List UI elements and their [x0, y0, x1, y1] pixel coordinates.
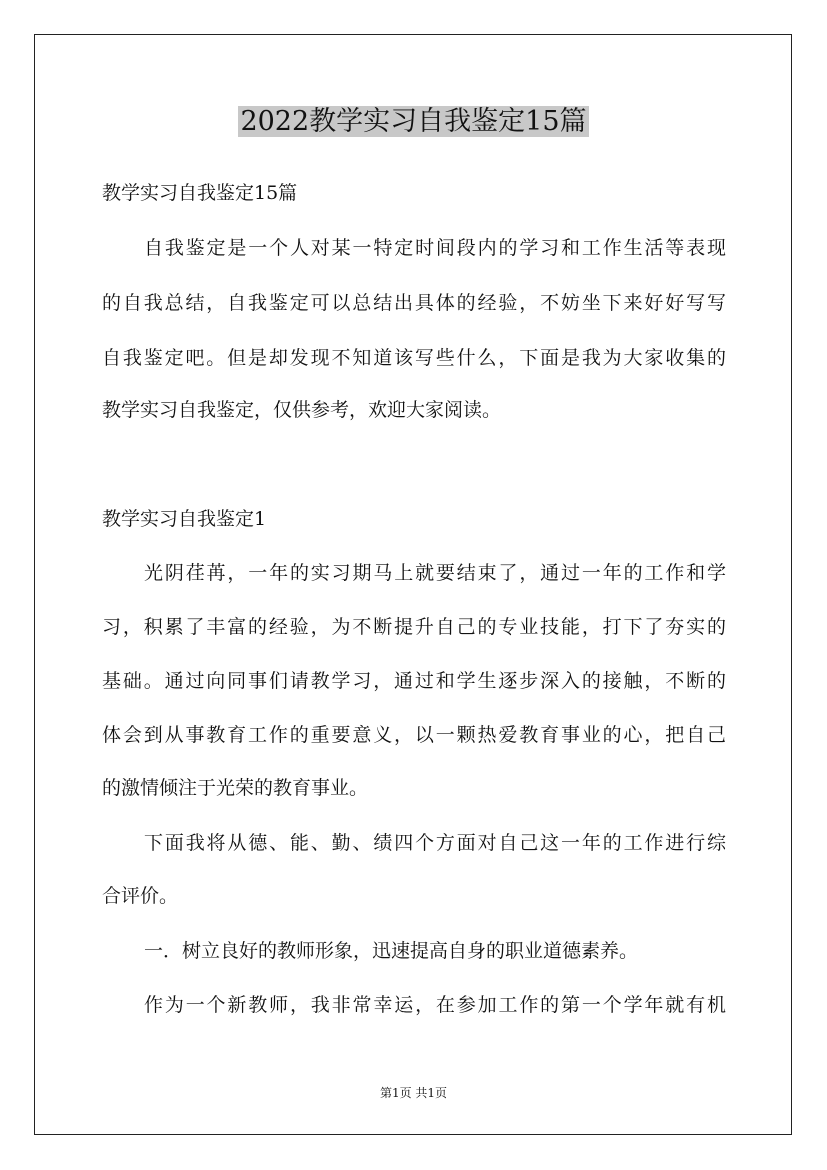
intro-line-3: 自我鉴定吧。但是却发现不知道该写些什么，下面是我为大家收集的: [102, 347, 726, 369]
document-title: [0, 102, 827, 142]
document-title-text: 2022教学实习自我鉴定15篇: [240, 106, 587, 137]
page-footer: 第1页 共1页: [379, 1086, 448, 1100]
para3-line-1: 一．树立良好的教师形象，迅速提高自身的职业道德素养。: [144, 940, 639, 962]
para1-line-5: 的激情倾注于光荣的教育事业。: [102, 777, 369, 799]
para4-line-1: 作为一个新教师，我非常幸运，在参加工作的第一个学年就有机: [144, 994, 726, 1016]
para1-line-3: 基础。通过向同事们请教学习，通过和学生逐步深入的接触，不断的: [102, 670, 726, 692]
para2-line-1: 下面我将从德、能、勤、绩四个方面对自己这一年的工作进行综: [144, 832, 726, 854]
intro-line-2: 的自我总结，自我鉴定可以总结出具体的经验，不妨坐下来好好写写: [102, 292, 726, 314]
para2-line-2: 合评价。: [102, 885, 179, 907]
para1-line-4: 体会到从事教育工作的重要意义，以一颗热爱教育事业的心，把自己: [102, 724, 726, 746]
document-subtitle: 教学实习自我鉴定15篇: [102, 182, 298, 204]
para1-line-2: 习，积累了丰富的经验，为不断提升自己的专业技能，打下了夯实的: [102, 616, 726, 638]
intro-line-1: 自我鉴定是一个人对某一特定时间段内的学习和工作生活等表现: [144, 237, 726, 259]
para1-line-1: 光阴荏苒，一年的实习期马上就要结束了，通过一年的工作和学: [144, 562, 726, 584]
intro-line-4: 教学实习自我鉴定，仅供参考，欢迎大家阅读。: [102, 399, 502, 421]
section-heading: 教学实习自我鉴定1: [102, 508, 267, 530]
